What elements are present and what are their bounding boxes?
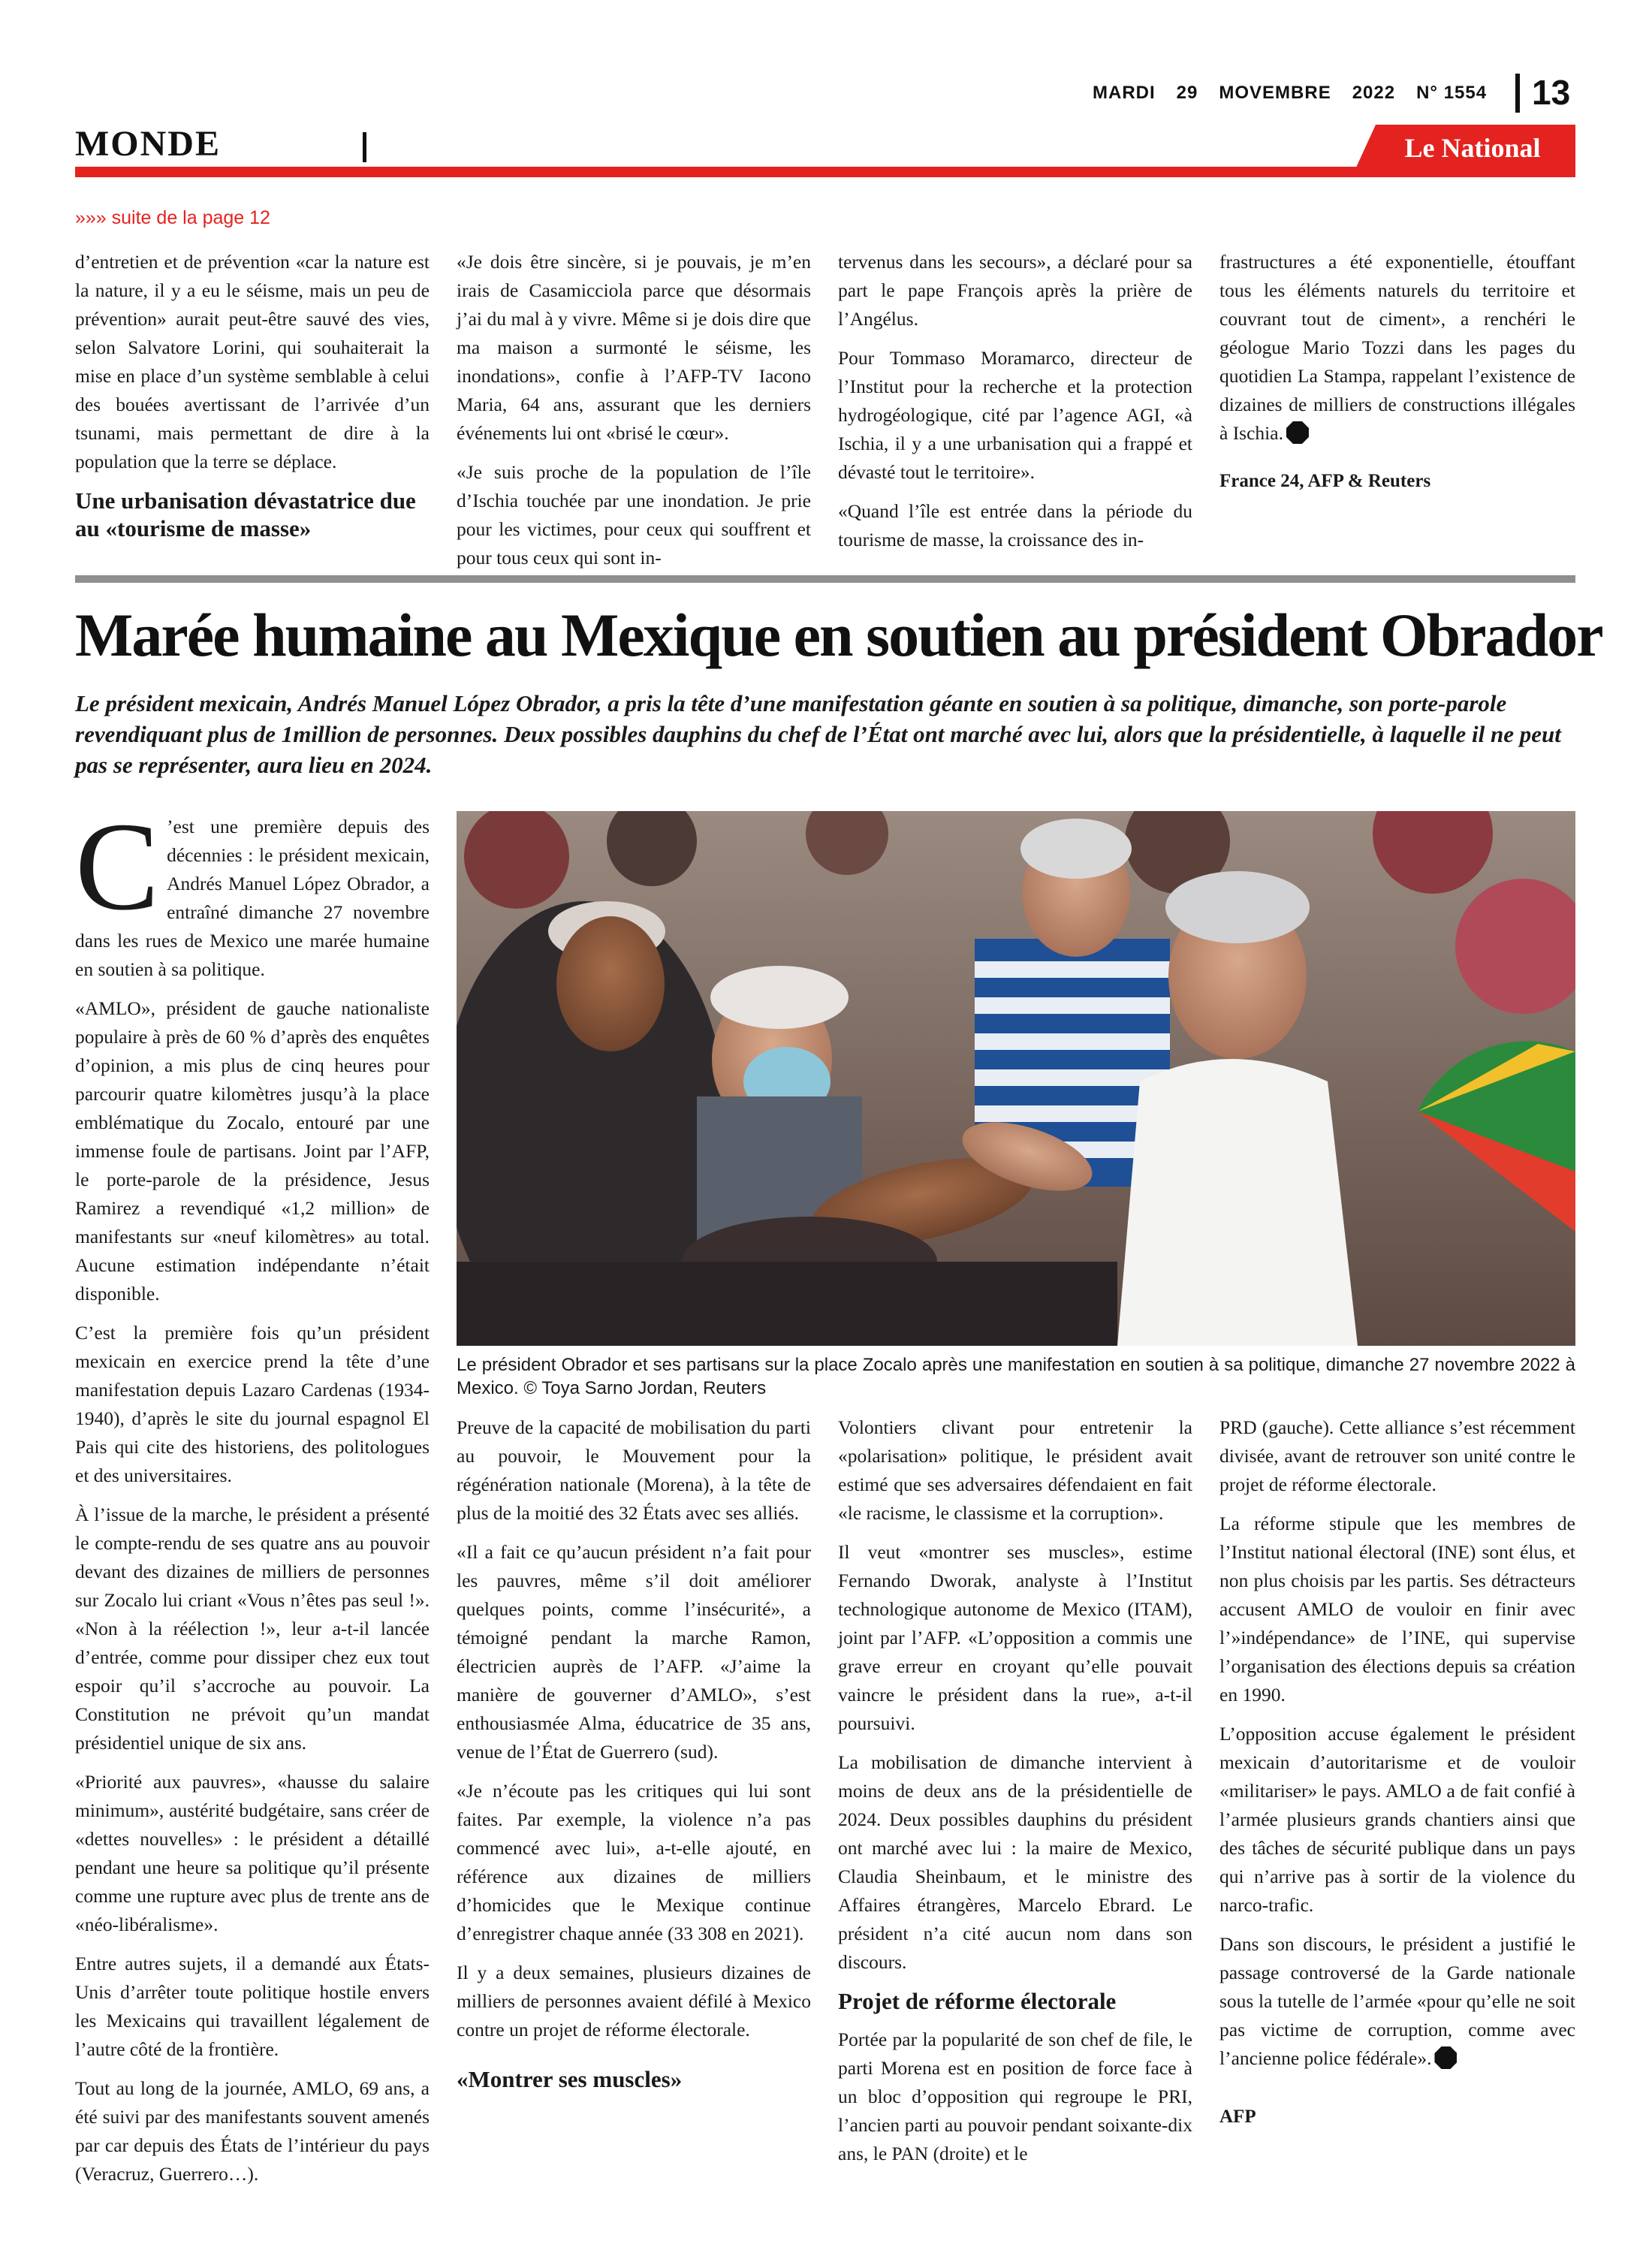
paragraph: «Je dois être sincère, si je pouvais, je m’en irais de Casamicciola parce que désormais j’ai du mal à y vivre. Même si je dois dire que ma maison a surmonté le séisme, les inondations», confie à l’AFP-TV Iacono Maria, 64 ans, assurant que les derniers événements lui ont «brisé le cœur». (457, 251, 811, 444)
paragraph-text: ’est une première depuis des décennies : le président mexicain, Andrés Manuel López Obrador, a entraîné dimanche 27 novembre dans les rues de Mexico une marée humaine en soutien à sa politique. (75, 816, 430, 980)
top-column-1 (75, 248, 430, 553)
paragraph: «Priorité aux pauvres», «hausse du salaire minimum», austérité budgétaire, sans créer de «dettes nouvelles» : le président a détaillé pendant une heure sa politique qu’il présente comme une rupture avec plus de trente ans de «néo-libéralisme». (75, 1771, 430, 1935)
paragraph: C’est la première fois qu’un président mexicain en exercice prend la tête d’une manifestation depuis Lazaro Cardenas (1934-1940), d’après le site du journal espagnol El Pais qui cite des historiens, des politologues et des universitaires. (75, 1322, 430, 1486)
issue-date-number: 29 (1176, 83, 1198, 103)
article-column-2 (457, 1413, 811, 2104)
article-column-4 (1219, 1413, 1575, 2131)
subheading: Projet de réforme électorale (838, 1988, 1117, 2014)
paragraph: Pour Tommaso Moramarco, directeur de l’Institut pour la recherche et la protection hydrogéologique, cité par l’agence AGI, «à Ischia, il y a une urbanisation qui a frappé et dévasté tout le territoire». (838, 347, 1192, 483)
paragraph: Entre autres sujets, il a demandé aux États-Unis d’arrêter toute politique hostile envers les Mexicains qui travaillent légalement de l’autre côté de la frontière. (75, 1953, 430, 2060)
paragraph: Tout au long de la journée, AMLO, 69 ans, a été suivi par des manifestants souvent amenés par car depuis des États de l’intérieur du pays (Veracruz, Guerrero…). (75, 2077, 430, 2185)
issue-number: N° 1554 (1416, 83, 1488, 103)
paragraph: d’entretien et de prévention «car la nature est la nature, il y a eu le séisme, mais un peu de prévention» aurait peut-être sauvé des vies, selon Salvatore Lorini, qui souhaiterait la mise en place d’un système semblable à celui des bouées avertissant de l’arrivée d’un tsunami, mais permettant de dire à la population que la terre se déplace. (75, 251, 430, 472)
paragraph: À l’issue de la marche, le président a présenté le compte-rendu de ses quatre ans au pouvoir devant des dizaines de milliers de personnes sur Zocalo lui criant «Vous n’êtes pas seul !». «Non à la réélection !», leur a-t-il lancée d’entrée, comme pour dissiper chez eux tout espoir qu’il s’accroche au pouvoir. La Constitution ne prévoit qu’un mandat présidentiel unique de six ans. (75, 1504, 430, 1754)
paragraph (1219, 1930, 1575, 2073)
top-column-3 (838, 248, 1192, 565)
paragraph: Il y a deux semaines, plusieurs dizaines de milliers de personnes avaient défilé à Mexico contre un projet de réforme électorale. (457, 1962, 811, 2040)
paragraph: L’opposition accuse également le président mexicain d’autoritarisme et de vouloir «militariser» le pays. AMLO a de fait confié à l’armée plusieurs grands chantiers ainsi que des tâches de sécurité publique dans un pays qui n’arrive pas à sortir de la violence du narco-trafic. (1219, 1723, 1575, 1916)
paragraph: tervenus dans les secours», a déclaré pour sa part le pape François après la prière de l’Angélus. (838, 251, 1192, 330)
issue-month: MOVEMBRE (1219, 83, 1331, 103)
paragraph: La mobilisation de dimanche intervient à moins de deux ans de la présidentielle de 2024. Deux possibles dauphins du président ont marché avec lui : la maire de Mexico, Claudia Sheinbaum, et le ministre des Affaires étrangères, Marcelo Ebrard. Le président n’a cité aucun nom dans son discours. (838, 1751, 1192, 1973)
page-number: 13 (1532, 73, 1571, 112)
paragraph: Il veut «montrer ses muscles», estime Fernando Dworak, analyste à l’Institut technologique autonome de Mexico (ITAM), joint par l’AFP. «L’opposition a commis une grave erreur en croyant qu’elle pouvait vaincre le président dans la rue», a-t-il poursuivi. (838, 1541, 1192, 1734)
crowd-photo-illustration (457, 811, 1575, 1346)
section-title: MONDE (75, 124, 221, 164)
paragraph (1219, 248, 1575, 448)
issue-year: 2022 (1352, 83, 1396, 103)
photo-caption: Le président Obrador et ses partisans sur la place Zocalo après une manifestation en soutien à sa politique, dimanche 27 novembre 2022 à Mexico. © Toya Sarno Jordan, Reuters (457, 1355, 1575, 1398)
brand-name: Le National (1404, 133, 1541, 163)
article-separator-rule (75, 575, 1575, 583)
first-paragraph (75, 797, 430, 984)
paragraph: «Je n’écoute pas les critiques qui lui sont faites. Par exemple, la violence n’a pas commencé avec lui», a-t-elle ajouté, en référence aux dizaines de milliers d’homicides que le Mexique continue d’enregistrer chaque année (33 308 en 2021). (457, 1780, 811, 1944)
article-credit: AFP (1219, 2107, 1256, 2127)
paragraph: «Quand l’île est entrée dans la période du tourisme de masse, la croissance des in- (838, 500, 1192, 550)
octagon-end-icon (1286, 421, 1309, 444)
top-column-2 (457, 248, 811, 583)
subheading: «Montrer ses muscles» (457, 2066, 683, 2092)
paragraph: PRD (gauche). Cette alliance s’est récemment divisée, avant de retrouver son unité contre le projet de réforme électorale. (1219, 1416, 1575, 1495)
header-red-rule (75, 167, 1575, 177)
paragraph-text: frastructures a été exponentielle, étouffant tous les éléments naturels du territoire et couvrant tout de ciment», a renchéri le géologue Mario Tozzi dans les pages du quotidien La Stampa, rappelant l’existence de dizaines de milliers de constructions illégales à Ischia. (1219, 251, 1575, 444)
octagon-end-icon (1434, 2046, 1457, 2069)
issue-day: MARDI (1093, 83, 1156, 103)
paragraph: «Je suis proche de la population de l’île d’Ischia touchée par une inondation. Je prie pour les victimes, pour ceux qui souffrent et pour tous ceux qui sont in- (457, 461, 811, 569)
paragraph: Volontiers clivant pour entretenir la «polarisation» politique, le président avait estimé que ses adversaires défendaient en fait «le racisme, le classisme et la corruption». (838, 1416, 1192, 1524)
top-column-4 (1219, 248, 1575, 496)
paragraph: «AMLO», président de gauche nationaliste populaire à près de 60 % d’après des enquêtes d’opinion, a mis plus de cinq heures pour parcourir quatre kilomètres jusqu’à la place emblématique du Zocalo, entouré par une immense foule de partisans. Joint par l’AFP, le porte-parole de la présidence, Jesus Ramirez a revendiqué «1,2 million» de manifestants sur «neuf kilomètres» au total. Aucune estimation indépendante n’était disponible. (75, 997, 430, 1304)
page-number-bar (1515, 74, 1520, 113)
paragraph-text: Dans son discours, le président a justifié le passage controversé de la Garde nationale sous la tutelle de l’armée «pour qu’elle ne soit pas victime de corruption, comme avec l’ancienne police fédérale». (1219, 1933, 1575, 2069)
article-photo (457, 811, 1575, 1346)
section-title-bar (363, 132, 366, 162)
article-column-1 (75, 797, 430, 2199)
paragraph: Preuve de la capacité de mobilisation du parti au pouvoir, le Mouvement pour la régénération nationale (Morena), à la tête de plus de la moitié des 32 États avec ses alliés. (457, 1416, 811, 1524)
drop-cap: C (75, 797, 160, 936)
article-credit: France 24, AFP & Reuters (1219, 471, 1431, 491)
continued-from-label: »»» suite de la page 12 (75, 207, 270, 228)
article-lead: Le président mexicain, Andrés Manuel López Obrador, a pris la tête d’une manifestation géante en soutien à sa politique, dimanche, son porte-parole revendiquant plus de 1million de personnes. Deux possibles dauphins du chef de l’État ont marché avec lui, alors que la présidentielle, à laquelle il ne peut pas se représenter, aura lieu en 2024. (75, 690, 1561, 778)
paragraph: La réforme stipule que les membres de l’Institut national électoral (INE) sont élus, et non plus choisis par les partis. Ses détracteurs accusent AMLO de vouloir en finir avec l’»indépendance» de l’INE, qui supervise l’organisation des élections depuis sa création en 1990. (1219, 1513, 1575, 1706)
article-headline: Marée humaine au Mexique en soutien au président Obrador (75, 601, 1602, 669)
issue-date-line (1093, 83, 1487, 104)
article-column-3 (838, 1413, 1192, 2179)
paragraph: «Il a fait ce qu’aucun président n’a fait pour les pauvres, même s’il doit améliorer quelques points, comme l’insécurité», a témoigné pendant la marche Ramon, électricien auprès de l’AFP. «J’aime la manière de gouverner d’AMLO», s’est enthousiasmée Alma, éducatrice de 35 ans, venue de l’État de Guerrero (sud). (457, 1541, 811, 1763)
paragraph: Portée par la popularité de son chef de file, le parti Morena est en position de force face à un bloc d’opposition qui regroupe le PRI, l’ancien parti au pouvoir pendant soixante-dix ans, le PAN (droite) et le (838, 2028, 1192, 2164)
subheading: Une urbanisation dévastatrice due au «tourisme de masse» (75, 487, 416, 541)
